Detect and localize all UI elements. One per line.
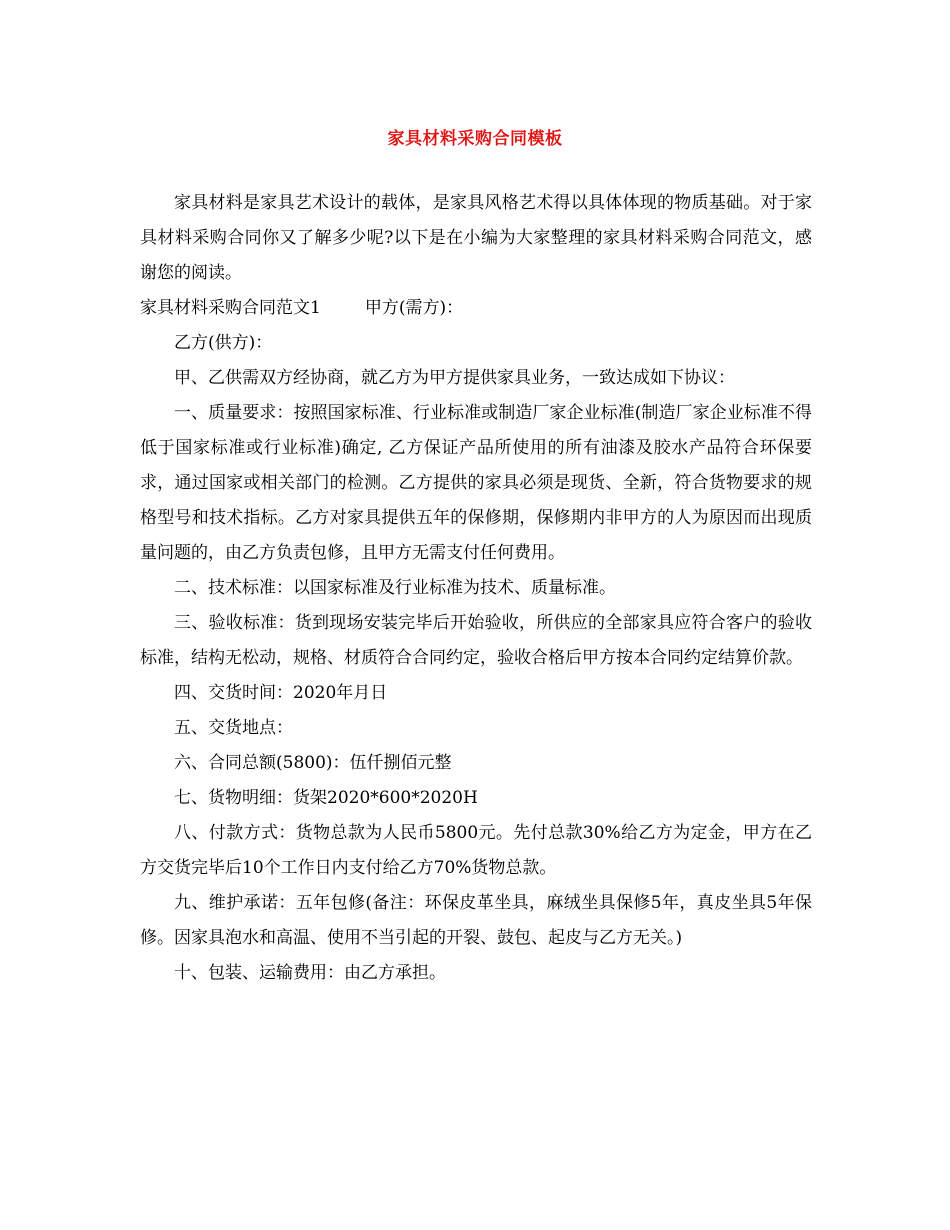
agreement-paragraph: 甲、乙供需双方经协商，就乙方为甲方提供家具业务，一致达成如下协议： [174, 368, 735, 388]
clause-goods-details: 七、货物明细：货架2020*600*2020H [174, 788, 478, 808]
clause-maintenance: 九、维护承诺：五年包修(备注：环保皮革坐具，麻绒坐具保修5年，真皮坐具5年保修。因家具泡水和高温、使用不当引起的开裂、鼓包、起皮与乙方无关。) [140, 893, 812, 948]
clause-technical-standard: 二、技术标准：以国家标准及行业标准为技术、质量标准。 [174, 578, 616, 598]
document-title: 家具材料采购合同模板 [387, 129, 563, 149]
intro-paragraph: 家具材料是家具艺术设计的载体，是家具风格艺术得以具体体现的物质基础。对于家具材料采购合同你又了解多少呢?以下是在小编为大家整理的家具材料采购合同范文，感谢您的阅读。 [140, 193, 812, 283]
clause-total-amount: 六、合同总额(5800)：伍仟捌佰元整 [174, 753, 452, 773]
clause-packaging-transport: 十、包装、运输费用：由乙方承担。 [174, 963, 446, 983]
clause-delivery-time: 四、交货时间：2020年月日 [174, 683, 388, 703]
sample-heading: 家具材料采购合同范文1 [140, 298, 321, 318]
clause-delivery-place: 五、交货地点： [174, 718, 293, 738]
document-body [140, 186, 812, 991]
clause-payment: 八、付款方式：货物总款为人民币5800元。先付总款30%给乙方为定金，甲方在乙方交货完毕后10个工作日内支付给乙方70%货物总款。 [140, 823, 812, 878]
clause-quality: 一、质量要求：按照国家标准、行业标准或制造厂家企业标准(制造厂家企业标准不得低于国家标准或行业标准)确定, 乙方保证产品所使用的所有油漆及胶水产品符合环保要求，通过国家或相关部门的检测。乙方提供的家具必须是现货、全新，符合货物要求的规格型号和技术指标。乙方对家具提供五年的保修期，保修期内非甲方的人为原因而出现质量问题的，由乙方负责包修，且甲方无需支付任何费用。 [140, 403, 812, 563]
party-b-label: 乙方(供方)： [174, 333, 273, 353]
clause-acceptance: 三、验收标准：货到现场安装完毕后开始验收，所供应的全部家具应符合客户的验收标准，结构无松动，规格、材质符合合同约定，验收合格后甲方按本合同约定结算价款。 [140, 613, 812, 668]
party-a-label: 甲方(需方)： [364, 298, 464, 318]
sample-heading-line [140, 291, 812, 326]
